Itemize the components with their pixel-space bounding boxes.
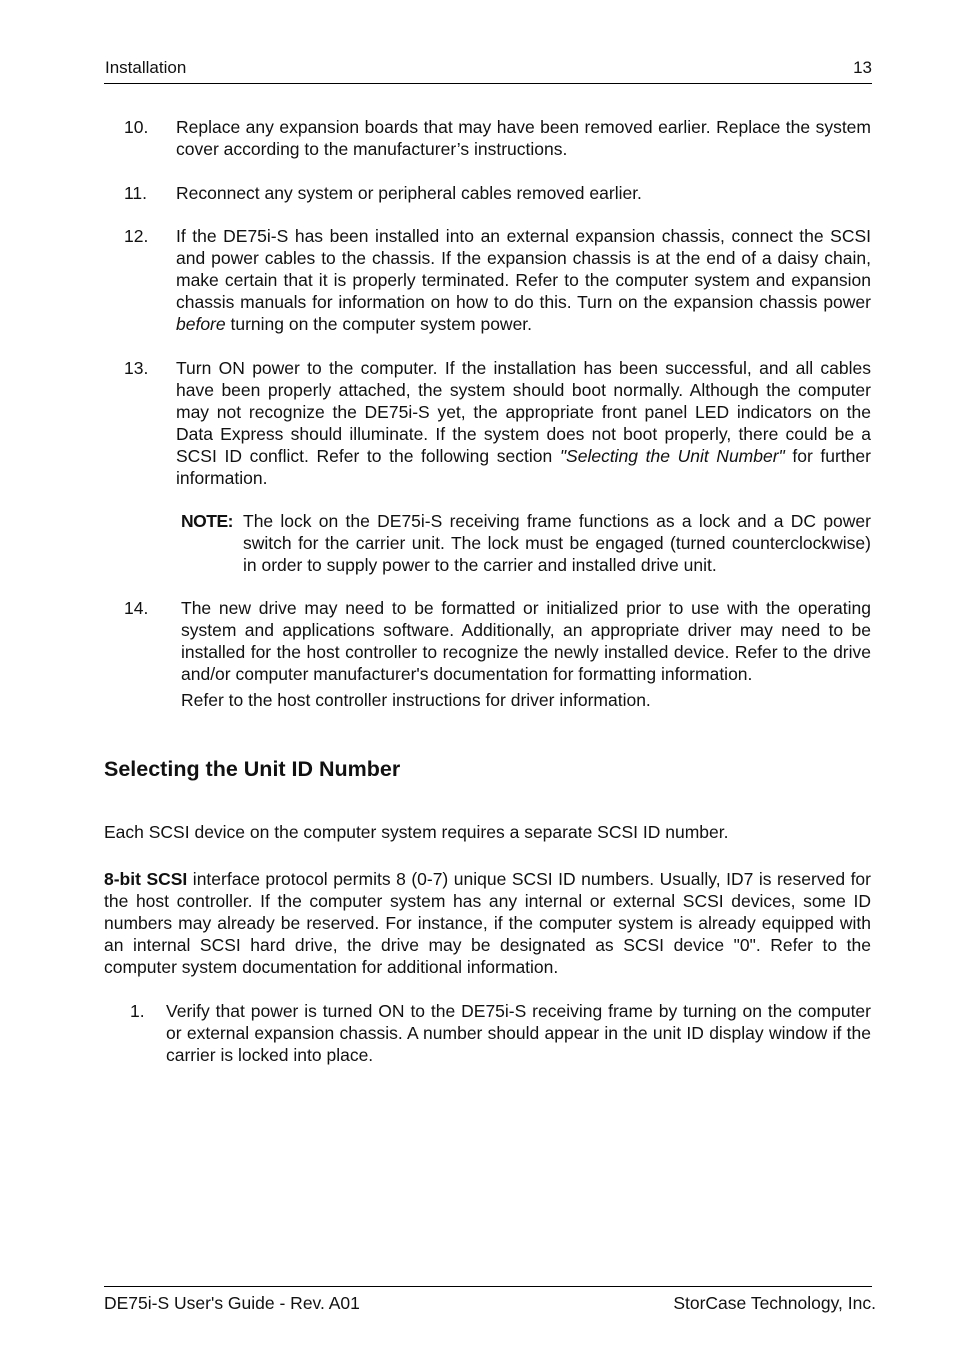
step-text: The new drive may need to be formatted or initialized prior to use with the operating system and applications software. Additionally, an appropriate driver may need to be installed for the host controller to recognize the newly installed device. Refer to the drive and/or computer manufacturer's documentation for formatting information. xyxy=(181,598,871,684)
step-text-part: for further information. xyxy=(176,446,871,488)
step-number: 10. xyxy=(124,117,149,137)
note-text: The lock on the DE75i-S receiving frame functions as a lock and a DC power switch for the carrier unit. The lock must be engaged (turned counterclockwise) in order to supply power to the carrier and installed drive unit. xyxy=(243,511,871,575)
header-page-number: 13 xyxy=(853,58,872,77)
step-13 xyxy=(104,357,871,489)
section-intro-paragraph: Each SCSI device on the computer system requires a separate SCSI ID number. xyxy=(104,822,729,842)
bold-term: 8-bit SCSI xyxy=(104,869,188,889)
step-number: 12. xyxy=(124,226,149,246)
note-block xyxy=(181,510,871,576)
running-header xyxy=(104,57,872,84)
running-footer xyxy=(104,1286,876,1313)
list-item-number: 1. xyxy=(130,1001,145,1021)
step-number: 11. xyxy=(124,183,148,203)
step-12 xyxy=(104,225,871,335)
scsi-protocol-paragraph xyxy=(104,868,871,978)
step-text: Replace any expansion boards that may have been removed earlier. Replace the system cover according to the manufacturer’s instructions. xyxy=(176,117,871,159)
paragraph-body: interface protocol permits 8 (0-7) unique SCSI ID numbers. Usually, ID7 is reserved for the host controller. If the computer system has any internal or external SCSI devices, some ID numbers may already be reserved. For instance, if the computer system is already equipped with an internal SCSI hard drive, the drive may be designated as SCSI device "0". Refer to the computer system documentation for additional information. xyxy=(104,869,871,977)
list-item-text: Verify that power is turned ON to the DE75i-S receiving frame by turning on the computer or external expansion chassis. A number should appear in the unit ID display window if the carrier is locked into place. xyxy=(166,1001,871,1065)
step-text-part: Turn ON power to the computer. If the installation has been successful, and all cables have been properly attached, the system should boot normally. Although the computer may not recognize the DE75i-S yet, the appropriate front panel LED indicators on the Data Express should illuminate. If the system does not boot properly, there could be a SCSI ID conflict. Refer to the following section xyxy=(176,358,871,466)
note-label: NOTE: xyxy=(181,511,233,531)
step-text xyxy=(176,225,871,335)
footer-document-title: DE75i-S User's Guide - Rev. A01 xyxy=(104,1293,360,1313)
step-text-part: turning on the computer system power. xyxy=(225,314,533,334)
step-text: Reconnect any system or peripheral cables removed earlier. xyxy=(176,183,642,203)
footer-company-name: StorCase Technology, Inc. xyxy=(673,1293,876,1313)
step-text xyxy=(176,357,871,489)
header-section-title: Installation xyxy=(105,58,187,77)
section-heading: Selecting the Unit ID Number xyxy=(104,757,401,781)
list-item xyxy=(104,1000,871,1066)
step-text-extra: Refer to the host controller instructions for driver information. xyxy=(181,690,651,710)
step-number: 13. xyxy=(124,358,149,378)
step-10 xyxy=(104,116,871,160)
step-14 xyxy=(104,597,871,711)
step-text-emphasis: "Selecting the Unit Number" xyxy=(559,446,785,466)
step-11 xyxy=(104,182,871,204)
step-text-emphasis: before xyxy=(176,314,226,334)
step-number: 14. xyxy=(124,598,149,618)
step-text-part: If the DE75i-S has been installed into an external expansion chassis, connect the SCSI and power cables to the chassis. If the expansion chassis is at the end of a daisy chain, make certain that it is properly terminated. Refer to the computer system and expansion chassis manuals for information on how to do this. Turn on the expansion chassis power xyxy=(176,226,871,312)
